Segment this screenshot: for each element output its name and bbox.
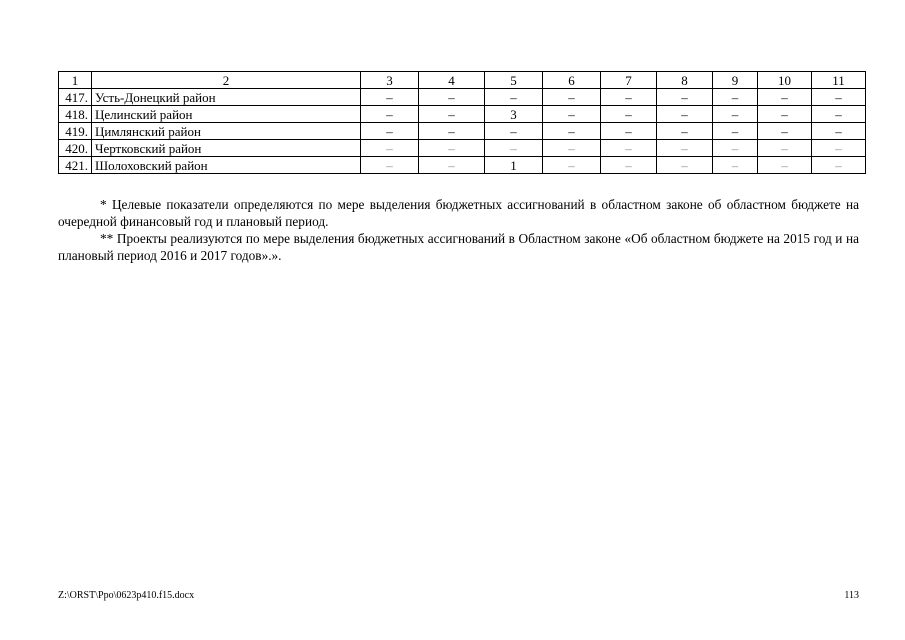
- table-cell: –: [543, 89, 601, 106]
- table-cell: –: [657, 157, 713, 174]
- table-row: [59, 89, 866, 106]
- table-cell: –: [713, 157, 758, 174]
- district-name: Шолоховский район: [92, 157, 361, 174]
- table-cell: –: [485, 123, 543, 140]
- table-cell: –: [758, 123, 812, 140]
- table-cell: –: [601, 89, 657, 106]
- table-cell: –: [758, 106, 812, 123]
- table-header-row: [59, 72, 866, 89]
- table-cell: –: [361, 123, 419, 140]
- table-row: [59, 106, 866, 123]
- table-cell: –: [361, 106, 419, 123]
- row-number: 420.: [59, 140, 92, 157]
- table-cell: –: [713, 89, 758, 106]
- row-number: 418.: [59, 106, 92, 123]
- district-name: Усть-Донецкий район: [92, 89, 361, 106]
- table-cell: –: [601, 140, 657, 157]
- table-cell: –: [758, 89, 812, 106]
- table-cell: –: [419, 106, 485, 123]
- table-cell: –: [657, 106, 713, 123]
- table-cell: –: [485, 89, 543, 106]
- column-header: 6: [543, 72, 601, 89]
- table-cell: –: [543, 106, 601, 123]
- column-header: 9: [713, 72, 758, 89]
- table-cell: –: [713, 140, 758, 157]
- column-header: 4: [419, 72, 485, 89]
- table-cell: –: [812, 140, 866, 157]
- table-row: [59, 140, 866, 157]
- table-cell: –: [361, 140, 419, 157]
- column-header: 1: [59, 72, 92, 89]
- table-cell: –: [812, 89, 866, 106]
- row-number: 419.: [59, 123, 92, 140]
- table-cell: –: [419, 140, 485, 157]
- table-cell: –: [419, 157, 485, 174]
- table-cell: –: [419, 89, 485, 106]
- table-cell: –: [812, 123, 866, 140]
- footnote-projects: ** Проекты реализуются по мере выделения бюджетных ассигнований в Областном законе «Об областном бюджете на 2015 год и на плановый период 2016 и 2017 годов».».: [58, 231, 859, 263]
- table-cell: –: [361, 89, 419, 106]
- table-cell: –: [812, 106, 866, 123]
- table-cell: –: [713, 123, 758, 140]
- page-number: 113: [844, 590, 859, 601]
- table-row: [59, 123, 866, 140]
- data-table: [58, 71, 866, 174]
- table-cell: –: [812, 157, 866, 174]
- table-cell: –: [543, 140, 601, 157]
- column-header: 3: [361, 72, 419, 89]
- table-cell: 3: [485, 106, 543, 123]
- row-number: 421.: [59, 157, 92, 174]
- column-header: 7: [601, 72, 657, 89]
- table-cell: –: [419, 123, 485, 140]
- table-cell: –: [657, 140, 713, 157]
- district-name: Целинский район: [92, 106, 361, 123]
- district-name: Чертковский район: [92, 140, 361, 157]
- column-header: 11: [812, 72, 866, 89]
- column-header: 2: [92, 72, 361, 89]
- table-cell: –: [361, 157, 419, 174]
- table-cell: –: [713, 106, 758, 123]
- table-row: [59, 157, 866, 174]
- column-header: 5: [485, 72, 543, 89]
- table-cell: –: [657, 123, 713, 140]
- table-cell: –: [758, 157, 812, 174]
- district-name: Цимлянский район: [92, 123, 361, 140]
- table-cell: –: [657, 89, 713, 106]
- table-cell: –: [543, 157, 601, 174]
- table-cell: –: [601, 157, 657, 174]
- file-path: Z:\ORST\Ppo\0623p410.f15.docx: [58, 590, 195, 601]
- table-cell: –: [758, 140, 812, 157]
- row-number: 417.: [59, 89, 92, 106]
- footnote-targets: * Целевые показатели определяются по мере выделения бюджетных ассигнований в областном законе об областном бюджете на очередной финансовый год и плановый период.: [58, 197, 859, 229]
- table-cell: 1: [485, 157, 543, 174]
- column-header: 10: [758, 72, 812, 89]
- column-header: 8: [657, 72, 713, 89]
- table-cell: –: [543, 123, 601, 140]
- table-cell: –: [601, 123, 657, 140]
- table-cell: –: [601, 106, 657, 123]
- table-cell: –: [485, 140, 543, 157]
- footnotes: [58, 196, 859, 264]
